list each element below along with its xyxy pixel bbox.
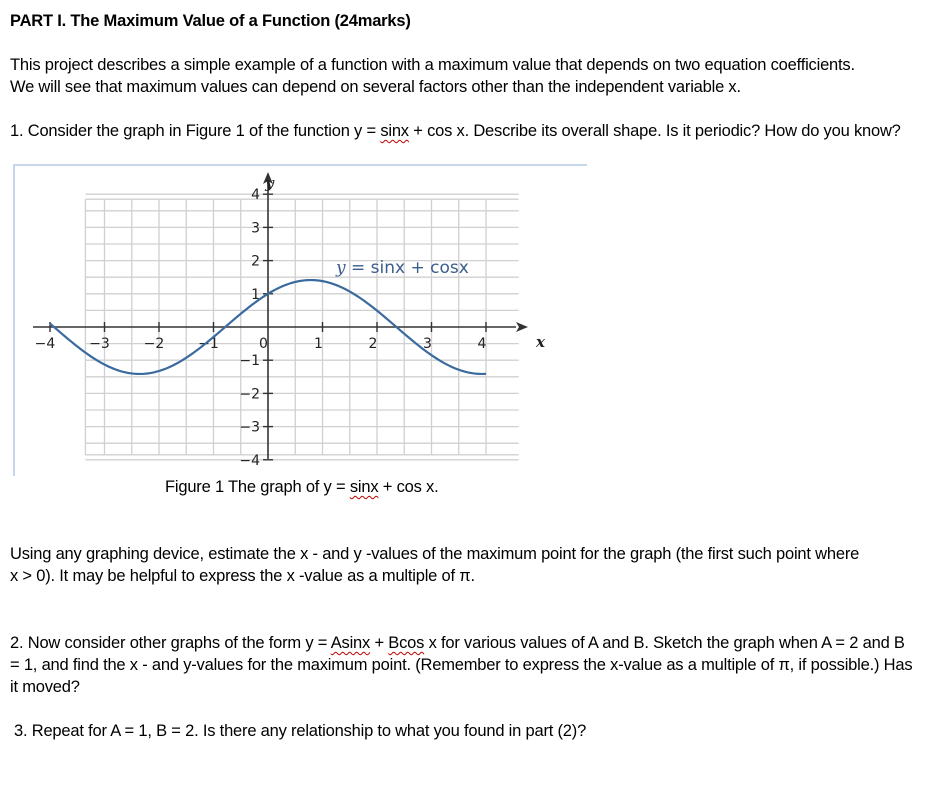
question-2-text-a: 2. Now consider other graphs of the form y = [10, 634, 331, 652]
followup-paragraph [10, 543, 915, 587]
question-1-text-a: 1. Consider the graph in Figure 1 of the function y = [10, 122, 381, 140]
function-label-y: y [336, 258, 346, 278]
y-tick-label: −3 [239, 419, 260, 436]
x-tick-label: 3 [423, 336, 432, 352]
intro-line-1: This project describes a simple example of a function with a maximum value that depends on two equation coefficients. [10, 56, 855, 74]
caption-text-b: + cos x. [378, 478, 439, 496]
x-axis-label: x [536, 333, 545, 351]
y-tick-label: −4 [239, 452, 260, 469]
caption-text-a: Figure 1 The graph of y = [165, 478, 350, 496]
spellcheck-word-a: Asinx [330, 634, 371, 652]
question-2 [10, 632, 915, 698]
x-tick-label: 1 [314, 336, 323, 352]
x-tick-label: −2 [143, 336, 165, 352]
x-tick-label: −3 [89, 336, 110, 352]
intro-line-2: We will see that maximum values can depend on several factors other than the independent variable x. [10, 78, 741, 96]
question-2-text-b: + [370, 634, 389, 652]
followup-line-1: Using any graphing device, estimate the x - and y -values of the maximum point for the graph (the first such point where [10, 545, 860, 563]
intro-paragraph [10, 54, 915, 98]
function-label-equation: = sinx + cosx [345, 258, 469, 278]
x-tick-label: 2 [368, 336, 378, 352]
y-tick-label: 4 [251, 187, 260, 204]
caption-spellcheck-word: sinx [349, 478, 379, 496]
question-2-text-c: x for various values of A and B. Sketch the graph when A = 2 and B = 1, and find the x - and y-values for the maximum point. (Remember to express the x-value as a multiple of π, if possible.) Has it moved? [10, 634, 913, 696]
section-heading: PART I. The Maximum Value of a Function (24marks) [10, 12, 411, 30]
x-tick-label: −4 [34, 336, 56, 352]
spellcheck-word: sinx [380, 122, 409, 140]
x-tick-label: 4 [477, 336, 487, 352]
sine-cosine-graph [15, 166, 587, 476]
followup-line-2: x > 0). It may be helpful to express the x -value as a multiple of π. [10, 567, 475, 585]
spellcheck-word-b: Bcos [388, 634, 425, 652]
y-tick-label: −2 [239, 386, 260, 403]
y-tick-label: −1 [239, 353, 260, 370]
y-tick-label: 3 [251, 220, 260, 237]
x-axis-arrow [516, 322, 528, 332]
question-1 [10, 120, 915, 142]
function-label [335, 258, 469, 278]
y-tick-label: 2 [251, 253, 260, 270]
figure-caption [165, 476, 438, 498]
figure-1 [13, 164, 587, 476]
origin-label: 0 [259, 336, 268, 352]
graph-axes [33, 172, 528, 459]
x-tick-label: −1 [198, 336, 219, 352]
y-axis-label: y [265, 174, 274, 192]
question-3: 3. Repeat for A = 1, B = 2. Is there any relationship to what you found in part (2)? [14, 722, 587, 740]
y-tick-label: 1 [251, 286, 260, 303]
question-1-text-b: + cos x. Describe its overall shape. Is it periodic? How do you know? [408, 122, 901, 140]
